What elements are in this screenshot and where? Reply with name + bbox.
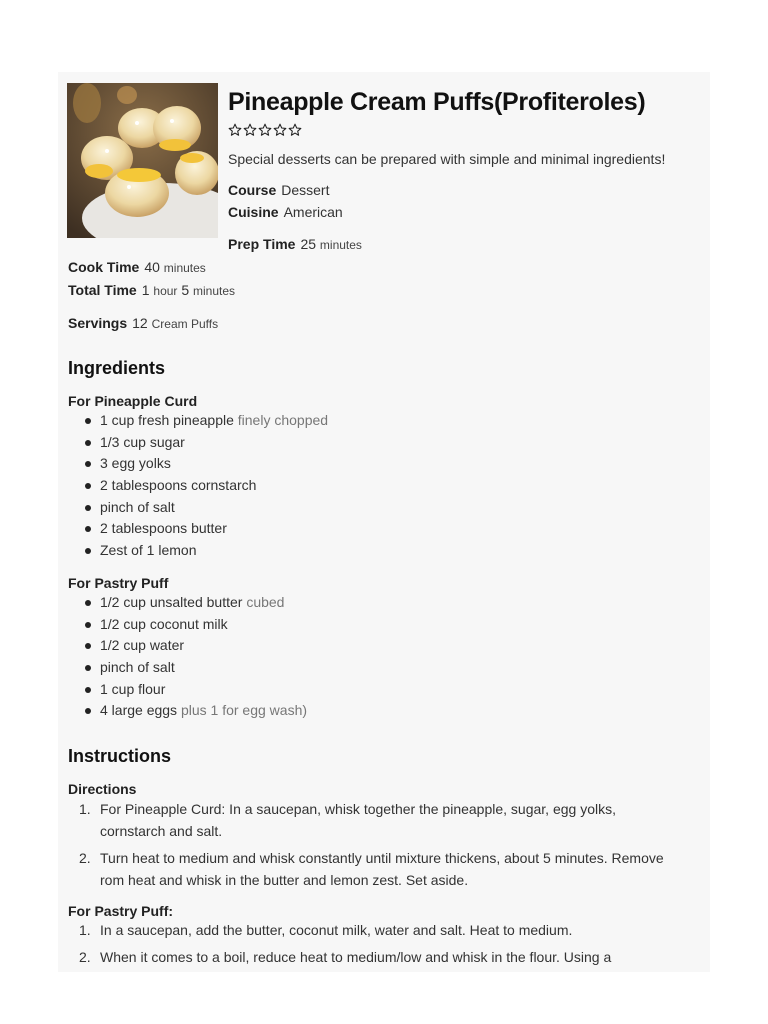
ingredient-item: 2 tablespoons cornstarch: [68, 475, 328, 497]
instruction-group-title: Directions: [68, 781, 137, 797]
course-label: Course: [228, 182, 277, 198]
recipe-title: Pineapple Cream Puffs(Profiteroles): [228, 88, 646, 116]
cook-time-value: 40: [144, 259, 160, 275]
instructions-heading: Instructions: [68, 746, 172, 766]
total-time-minutes: 5: [181, 282, 190, 298]
cuisine-value: American: [283, 204, 343, 220]
total-time-hours-unit: hour: [153, 284, 178, 298]
instruction-step: 1. In a saucepan, add the butter, coconut milk, water and salt. Heat to medium.: [79, 922, 573, 938]
cook-time-label: Cook Time: [68, 259, 140, 275]
prep-time-meta: [228, 236, 362, 252]
ingredient-group-title: For Pineapple Curd: [68, 393, 198, 409]
prep-time-value: 25: [300, 236, 317, 252]
ingredient-group-title: For Pastry Puff: [68, 575, 169, 591]
ingredient-item: 1/3 cup sugar: [68, 432, 328, 454]
prep-time-label: Prep Time: [228, 236, 296, 252]
ingredient-item: 1 cup fresh pineapple finely chopped: [68, 410, 328, 432]
cook-time-unit: minutes: [163, 261, 206, 275]
ingredient-item: 3 egg yolks: [68, 453, 328, 475]
ingredient-list-pastry-puff: [68, 592, 307, 722]
ingredients-heading: Ingredients: [68, 358, 166, 378]
ingredient-item: 1/2 cup coconut milk: [68, 614, 307, 636]
ingredient-item: 2 tablespoons butter: [68, 518, 328, 540]
instruction-step: 2. Turn heat to medium and whisk constantly until mixture thickens, about 5 minutes. Remove rom heat and whisk in the butter and lemon zest. Set aside.: [79, 850, 664, 888]
ingredient-item: Zest of 1 lemon: [68, 540, 328, 562]
ingredient-item: 1 cup flour: [68, 679, 307, 701]
total-time-label: Total Time: [68, 282, 137, 298]
ingredient-item: 4 large eggs plus 1 for egg wash): [68, 700, 307, 722]
course-value: Dessert: [281, 182, 330, 198]
total-time-minutes-unit: minutes: [193, 284, 236, 298]
servings-value: 12: [132, 315, 148, 331]
servings-unit: Cream Puffs: [151, 317, 219, 331]
ingredient-item: pinch of salt: [68, 497, 328, 519]
star-outline-icon[interactable]: [273, 123, 287, 137]
instruction-group-title: For Pastry Puff:: [68, 903, 174, 919]
instruction-step: 1. For Pineapple Curd: In a saucepan, whisk together the pineapple, sugar, egg yolks, cornstarch and salt.: [79, 801, 616, 839]
cream-puffs-image: [67, 83, 218, 238]
total-time-hours: 1: [141, 282, 150, 298]
recipe-photo: [67, 83, 218, 238]
servings-meta: [68, 315, 218, 331]
cuisine-label: Cuisine: [228, 204, 279, 220]
recipe-card: [58, 72, 710, 972]
star-outline-icon[interactable]: [258, 123, 272, 137]
rating-stars[interactable]: [228, 123, 302, 137]
recipe-summary: Special desserts can be prepared with simple and minimal ingredients!: [228, 151, 666, 167]
ingredient-item: pinch of salt: [68, 657, 307, 679]
ingredient-list-pineapple-curd: [68, 410, 328, 562]
star-outline-icon[interactable]: [243, 123, 257, 137]
star-outline-icon[interactable]: [288, 123, 302, 137]
cuisine-meta: [228, 204, 343, 220]
instruction-list-directions: [68, 798, 668, 896]
ingredient-item: 1/2 cup unsalted butter cubed: [68, 592, 307, 614]
cook-time-meta: [68, 259, 206, 275]
ingredient-item: 1/2 cup water: [68, 635, 307, 657]
servings-label: Servings: [68, 315, 128, 331]
instruction-step: 2. When it comes to a boil, reduce heat to medium/low and whisk in the flour. Using a: [79, 949, 612, 965]
course-meta: [228, 182, 329, 198]
total-time-meta: [68, 282, 235, 298]
instruction-list-pastry-puff: [68, 919, 668, 972]
star-outline-icon[interactable]: [228, 123, 242, 137]
prep-time-unit: minutes: [319, 238, 362, 252]
